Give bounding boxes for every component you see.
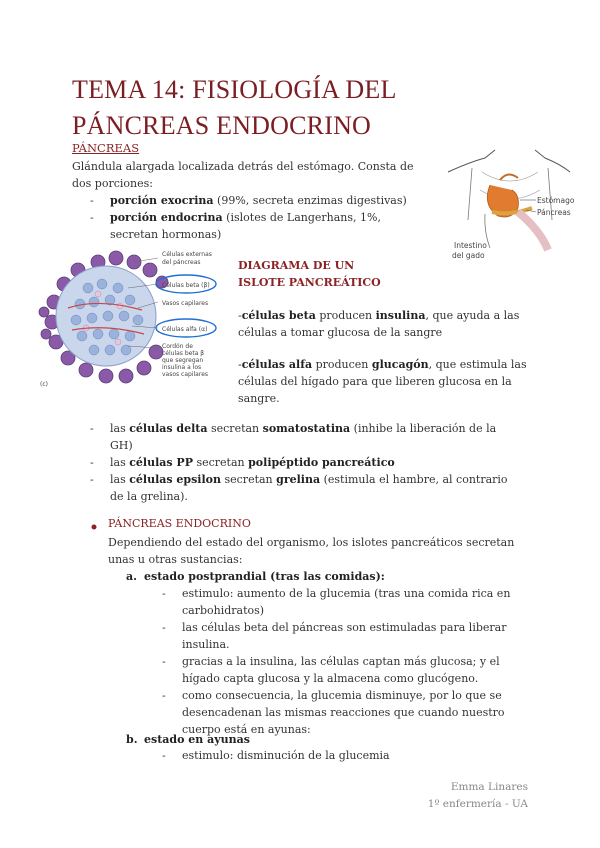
list-item: - las células beta del páncreas son estimuladas para liberar insulina. xyxy=(162,619,522,653)
postprandial-label: estado postprandial (tras las comidas): xyxy=(144,570,385,583)
label-vessels: Vasos capilares xyxy=(162,300,209,307)
label-estomago: Estómago xyxy=(537,196,575,205)
list-item: - las células PP secretan polipéptido pancreático xyxy=(90,454,510,471)
list-item: - porción exocrina (99%, secreta enzimas digestivas) xyxy=(90,192,420,209)
list-item: - las células delta secretan somatostatina (inhibe la liberación de la GH) xyxy=(90,420,510,454)
list-item: - estimulo: disminución de la glucemia xyxy=(162,747,522,764)
postprandial-marker: a. xyxy=(126,570,137,583)
pancreas-portions-list xyxy=(90,192,420,243)
page-title: TEMA 14: FISIOLOGÍA DEL PÁNCREAS ENDOCRINO xyxy=(72,75,396,140)
list-item: - las células epsilon secretan grelina (estimula el hambre, al contrario de la grelina). xyxy=(90,471,510,505)
fasting-list xyxy=(162,747,522,764)
label-beta: Células beta (β) xyxy=(162,282,210,289)
list-item: - estimulo: aumento de la glucemia (tras una comida rica en carbohidratos) xyxy=(162,585,522,619)
endocrine-heading: PÁNCREAS ENDOCRINO xyxy=(108,517,251,530)
endocrine-intro: Dependiendo del estado del organismo, los islotes pancreáticos secretan unas u otras sustancias: xyxy=(108,536,515,566)
fasting-marker: b. xyxy=(126,733,138,746)
label-cord-l4: insulina a los xyxy=(162,364,202,371)
section-heading-pancreas: PÁNCREAS xyxy=(72,141,140,155)
label-alpha: Células alfa (α) xyxy=(162,326,208,333)
alpha-cells-description: -células alfa producen glucagón, que estimula las células del hígado para que liberen glucosa en la sangre. xyxy=(238,358,527,405)
bullet-dot xyxy=(90,517,100,527)
postprandial-list xyxy=(162,585,522,738)
label-pancreas: Páncreas xyxy=(537,208,571,217)
label-cord-l2: células beta β xyxy=(162,350,205,357)
list-item: - gracias a la insulina, las células captan más glucosa; y el hígado capta glucosa y la almacena como glucógeno. xyxy=(162,653,522,687)
pancreas-location-figure xyxy=(440,150,575,268)
other-cells-list xyxy=(90,420,510,505)
list-item: - como consecuencia, la glucemia disminuye, por lo que se desencadenan las mismas reacciones que cuando nuestro cuerpo está en ayunas: xyxy=(162,687,522,738)
label-exocrine-l2: del páncreas xyxy=(162,259,201,266)
list-item: - porción endocrina (islotes de Langerhans, 1%, secretan hormonas) xyxy=(90,209,420,243)
label-exocrine-l1: Células externas xyxy=(162,251,212,258)
pancreas-intro: Glándula alargada localizada detrás del estómago. Consta de dos porciones: xyxy=(72,160,414,190)
label-intestino-l1: Intestino xyxy=(454,241,487,250)
label-cord-l5: vasos capilares xyxy=(162,371,209,378)
panel-label: (c) xyxy=(40,381,48,388)
beta-cells-description: -células beta producen insulina, que ayuda a las células a tomar glucosa de la sangre xyxy=(238,309,520,339)
islet-illustration xyxy=(38,248,238,390)
label-cord-l1: Cordón de xyxy=(162,343,193,350)
label-cord-l3: que segregan xyxy=(162,357,204,364)
fasting-label: estado en ayunas xyxy=(144,733,250,746)
footer-course: 1º enfermería - UA xyxy=(427,798,528,810)
footer-author: Emma Linares xyxy=(450,781,528,793)
diagram-title: DIAGRAMA DE UN ISLOTE PANCREÁTICO xyxy=(238,259,381,289)
label-intestino-l2: del gado xyxy=(452,251,485,260)
